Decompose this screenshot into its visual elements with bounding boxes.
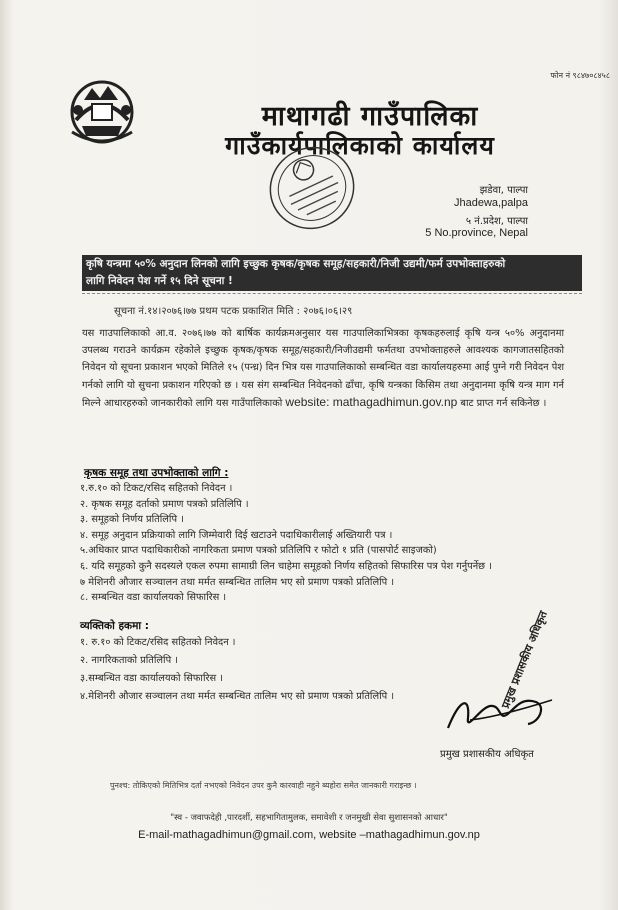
headline-line-2: लागि निवेदन पेश गर्ने १५ दिने सूचना ! (86, 275, 233, 287)
phone-number: फोन नं ९८४७०८४५८ (550, 71, 610, 80)
municipality-title: माथागढी गाउँपालिका (261, 101, 479, 132)
office-seal-icon (262, 138, 362, 238)
individual-section-heading: व्यक्तिको हकमा : (80, 620, 149, 632)
province-english: 5 No.province, Nepal (425, 227, 528, 239)
list-item: १.रु.१० को टिकट/रसिद सहितको निवेदन । (80, 483, 233, 494)
body-tail: बाट प्राप्त गर्न सकिनेछ । (460, 397, 547, 409)
province-nepali: ५ नं.प्रदेश, पाल्पा (465, 216, 528, 227)
notice-number-date: सूचना नं.१४।२०७६।७७ प्रथम पटक प्रकाशित मिति : २०७६।०६।२९ (114, 306, 353, 317)
contact-email-website[interactable]: E-mail-mathagadhimun@gmail.com, website –mathagadhimun.gov.np (138, 829, 480, 841)
address-nepali: झडेवा, पाल्पा (479, 185, 528, 196)
list-item: २. नागरिकताको प्रतिलिपि । (80, 655, 178, 666)
list-item: २. कृषक समूह दर्ताको प्रमाण पत्रको प्रतिलिपि । (80, 498, 249, 510)
signature-icon (440, 688, 560, 738)
notice-headline (82, 255, 582, 291)
list-item: ६. यदि समूहको कुनै सदस्यले एकल रुपमा सामाग्री लिन चाहेमा समूहको निर्णय सहितको सिफारिस पत्र पेश गर्नुपर्नेछ । (80, 560, 492, 572)
list-item: ८. सम्बन्धित वडा कार्यालयको सिफारिस । (80, 592, 227, 604)
list-item: ३.सम्बन्धित वडा कार्यालयको सिफारिस । (80, 673, 223, 684)
office-title: गाउँकार्यपालिकाको कार्यालय (225, 131, 495, 160)
signature-stamp: प्रमुख प्रशासकीय अधिकृत (498, 609, 550, 711)
divider (82, 293, 582, 294)
headline-line-1: कृषि यन्त्रमा ५०% अनुदान लिनको लागि इच्छुक कृषक/कृषक समूह/सहकारी/निजी उद्यमी/फर्म उपभोक्ताहरुको (86, 258, 506, 270)
notice-body (82, 325, 564, 412)
group-requirements-list (80, 481, 580, 606)
body-text: यस गाउपालिकाको आ.व. २०७६।७७ को बार्षिक कार्यक्रमअनुसार यस गाउपालिकाभित्रका कृषकहरुलाई कृषि यन्त्र ५०% अनुदानमा उपलब्ध गराउने कार्यक्रम रहेकोले इच्छुक कृषक/कृषक समूह/सहकारी/निजीउद्यमी फर्मतथा उपभोक्ताहरुले आवश्यक कागजातसहितको निवेदन यो सूचना प्रकाशन भएको मितिले १५ (पन्ध्र) दिन भित्र यस गाउपालिकाको सम्बन्धित वडा कार्यालयहरुमा आई पुग्ने गरी निवेदन पेश गर्नको लागि यो सुचना प्रकाशन गरिएको छ । यस संग सम्बन्धित निवेदनको ढाँचा, कृषि यन्त्रका किसिम तथा अनुदानमा कृषि यन्त्र माग गर्न मिल्ने आधारहरुको जानकारीको लागि यस गाउँपालिकाको (82, 328, 564, 409)
list-item: ४.मेशिनरी औजार सञ्चालन तथा मर्मत सम्बन्धित तालिम भए सो प्रमाण पत्रको प्रतिलिपि । (80, 691, 395, 702)
list-item: ३. समूहको निर्णय प्रतिलिपि । (80, 514, 184, 526)
footnote: पुनश्च: तोकिएको मितिभित्र दर्ता नभएको निवेदन उपर कुनै कारवाही नहुने ब्यहोरा समेत जानकारी गराइन्छ । (110, 781, 417, 790)
signatory-title: प्रमुख प्रशासकीय अधिकृत (440, 749, 534, 760)
group-section-heading: कृषक समूह तथा उपभोक्ताको लागि : (84, 467, 229, 479)
list-item: ४. समूह अनुदान प्रक्रियाको लागि जिम्मेवारी दिई खटाउने पदाधिकारीलाई अख्तियारी पत्र । (80, 529, 393, 541)
list-item: १. रु.१० को टिकट/रसिद सहितको निवेदन । (80, 637, 236, 648)
motto: "स्व - जवाफदेही ,पारदर्शी, सहभागितामुलक, समावेशी र जनमुखी सेवा सुशासनको आधार" (170, 813, 448, 823)
list-item: ५.अधिकार प्राप्त पदाधिकारीको नागरिकता प्रमाण पत्रको प्रतिलिपि र फोटो १ प्रति (पासपोर्ट साइजको) (80, 545, 437, 557)
address-english: Jhadewa,palpa (453, 197, 528, 209)
list-item: ७ मेशिनरी औजार सञ्चालन तथा मर्मत सम्बन्धित तालिम भए सो प्रमाण पत्रको प्रतिलिपि । (80, 576, 395, 588)
website-link[interactable]: website: mathagadhimun.gov.np (285, 394, 458, 409)
